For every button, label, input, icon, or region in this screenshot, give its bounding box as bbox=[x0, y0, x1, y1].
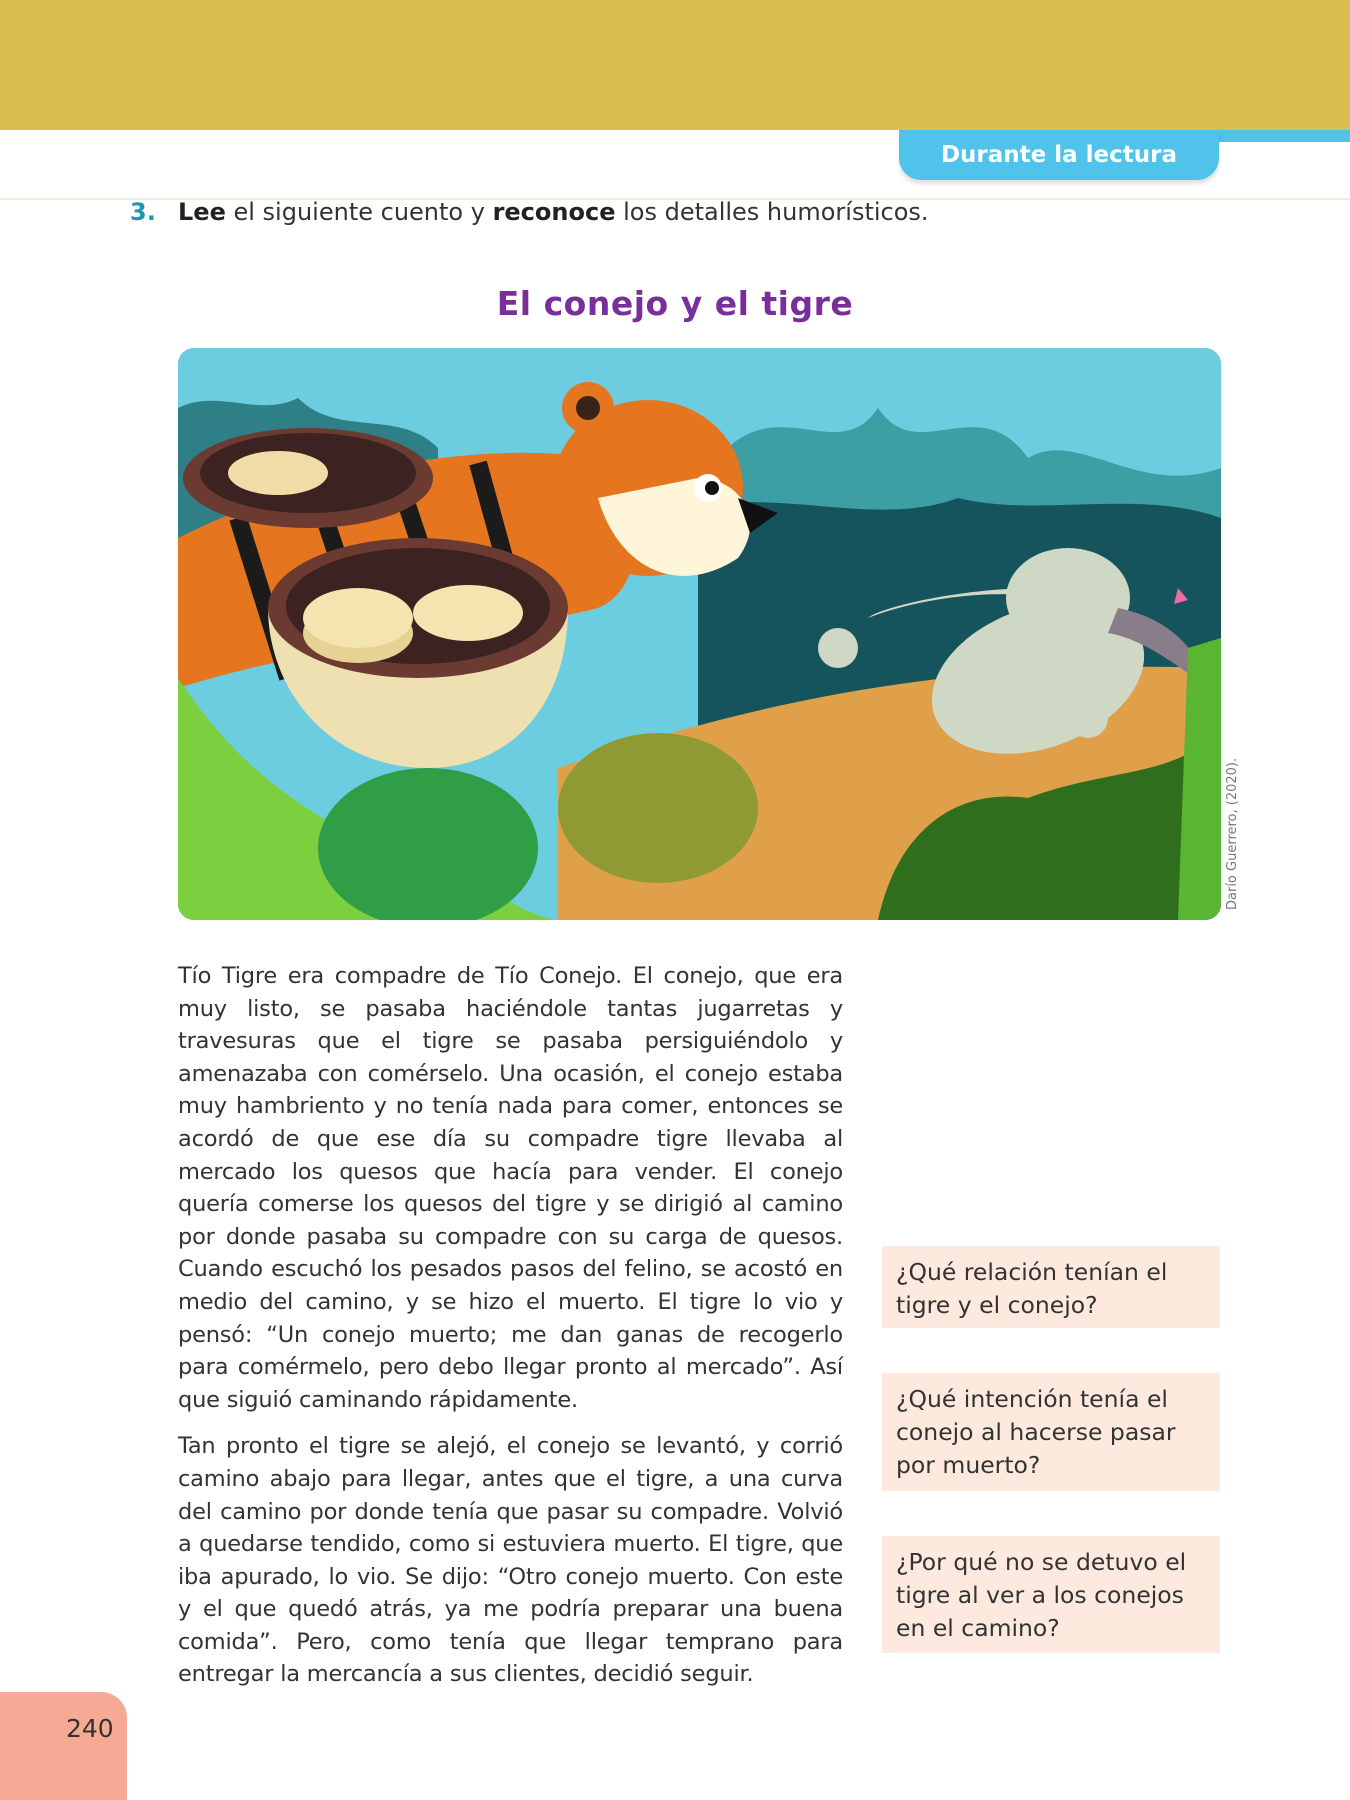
activity-number: 3. bbox=[130, 198, 156, 226]
header-tab-strip bbox=[1218, 130, 1350, 142]
tiger-rabbit-illustration bbox=[178, 348, 1221, 920]
page-number: 240 bbox=[0, 1692, 127, 1800]
story-illustration bbox=[178, 348, 1221, 920]
activity-instruction bbox=[130, 198, 929, 226]
question-box: ¿Por qué no se detuvo el tigre al ver a los conejos en el camino? bbox=[882, 1536, 1220, 1653]
header-band bbox=[0, 0, 1350, 130]
instruction-text: el siguiente cuento y bbox=[225, 198, 493, 226]
story-text bbox=[178, 960, 843, 1705]
illustration-credit: Darío Guerrero, (2020). bbox=[1225, 757, 1240, 910]
instruction-verb-read: Lee bbox=[178, 198, 226, 226]
question-box: ¿Qué relación tenían el tigre y el conejo? bbox=[882, 1246, 1220, 1328]
section-tab: Durante la lectura bbox=[899, 130, 1219, 180]
story-title: El conejo y el tigre bbox=[496, 284, 854, 323]
story-paragraph: Tío Tigre era compadre de Tío Conejo. El conejo, que era muy listo, se pasaba haciéndole tantas jugarretas y travesuras que el tigre se pasaba persiguiéndolo y amenazaba con comérselo. Una ocasión, el conejo estaba muy hambriento y no tenía nada para comer, entonces se acordó de que ese día su compadre tigre llevaba al mercado los quesos que hacía para vender. El conejo quería comerse los quesos del tigre y se dirigió al camino por donde pasaba su compadre con su carga de quesos. Cuando escuchó los pesados pasos del felino, se acostó en medio del camino, y se hizo el muerto. El tigre lo vio y pensó: “Un conejo muerto; me dan ganas de recogerlo para comérmelo, pero debo llegar pronto al mercado”. Así que siguió caminando rápidamente. bbox=[178, 963, 843, 1413]
story-paragraph: Tan pronto el tigre se alejó, el conejo se levantó, y corrió camino abajo para llegar, antes que el tigre, a una curva del camino por donde tenía que pasar su compadre. Volvió a quedarse tendido, como si estuviera muerto. El tigre, que iba apurado, lo vio. Se dijo: “Otro conejo muerto. Con este y el que quedó atrás, ya me podría preparar una buena comida”. Pero, como tenía que llegar temprano para entregar la mercancía a sus clientes, decidió seguir. bbox=[178, 1433, 843, 1688]
instruction-verb-recognize: reconoce bbox=[492, 198, 616, 226]
instruction-text-end: los detalles humorísticos. bbox=[615, 198, 929, 226]
question-box: ¿Qué intención tenía el conejo al hacerse pasar por muerto? bbox=[882, 1373, 1220, 1491]
